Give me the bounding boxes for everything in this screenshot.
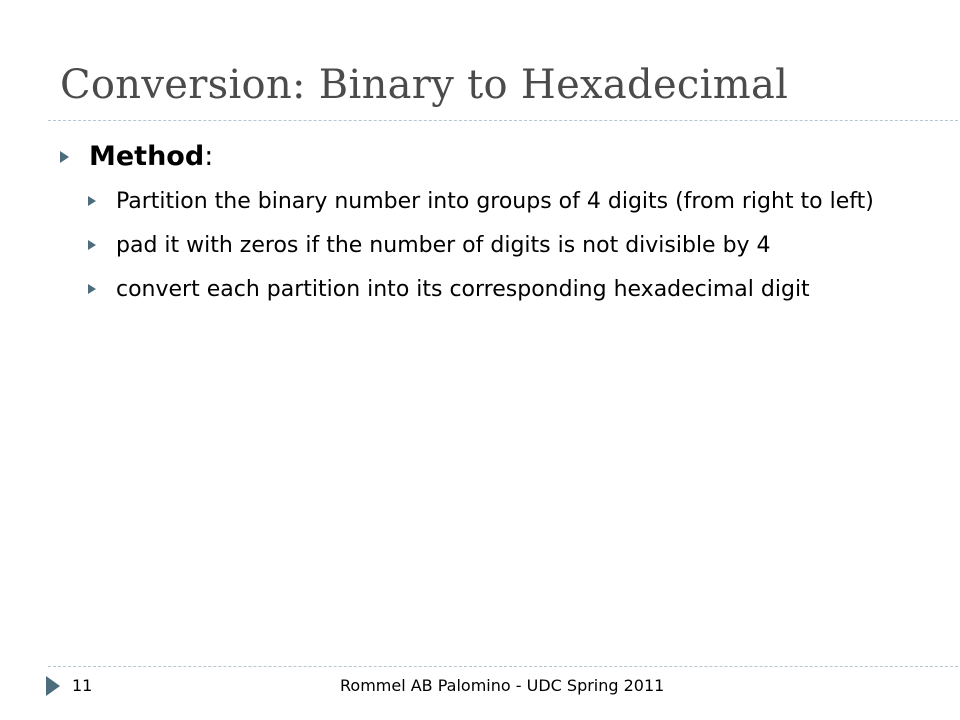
footer-triangle-icon bbox=[46, 676, 60, 696]
slide-title: Conversion: Binary to Hexadecimal bbox=[60, 62, 789, 108]
title-divider bbox=[48, 120, 960, 121]
sub-bullet-text: pad it with zeros if the number of digits is not divisible by 4 bbox=[116, 233, 771, 258]
triangle-bullet-icon bbox=[88, 240, 96, 250]
page-number: 11 bbox=[72, 676, 93, 695]
slide-content bbox=[60, 140, 920, 318]
bullet-method bbox=[60, 140, 920, 174]
footer-credit: Rommel AB Palomino - UDC Spring 2011 bbox=[340, 676, 665, 695]
footer-divider bbox=[48, 666, 960, 667]
method-heading: Method bbox=[89, 141, 205, 172]
sub-bullet-text: convert each partition into its corresponding hexadecimal digit bbox=[116, 277, 810, 302]
method-heading-colon: : bbox=[204, 141, 214, 172]
triangle-bullet-icon bbox=[88, 196, 96, 206]
sub-bullet-2 bbox=[60, 230, 906, 262]
sub-bullet-text: Partition the binary number into groups of 4 digits (from right to left) bbox=[116, 189, 874, 214]
triangle-bullet-icon bbox=[88, 284, 96, 294]
sub-bullet-1 bbox=[60, 186, 906, 218]
sub-bullet-3 bbox=[60, 274, 906, 306]
triangle-bullet-icon bbox=[60, 151, 69, 163]
